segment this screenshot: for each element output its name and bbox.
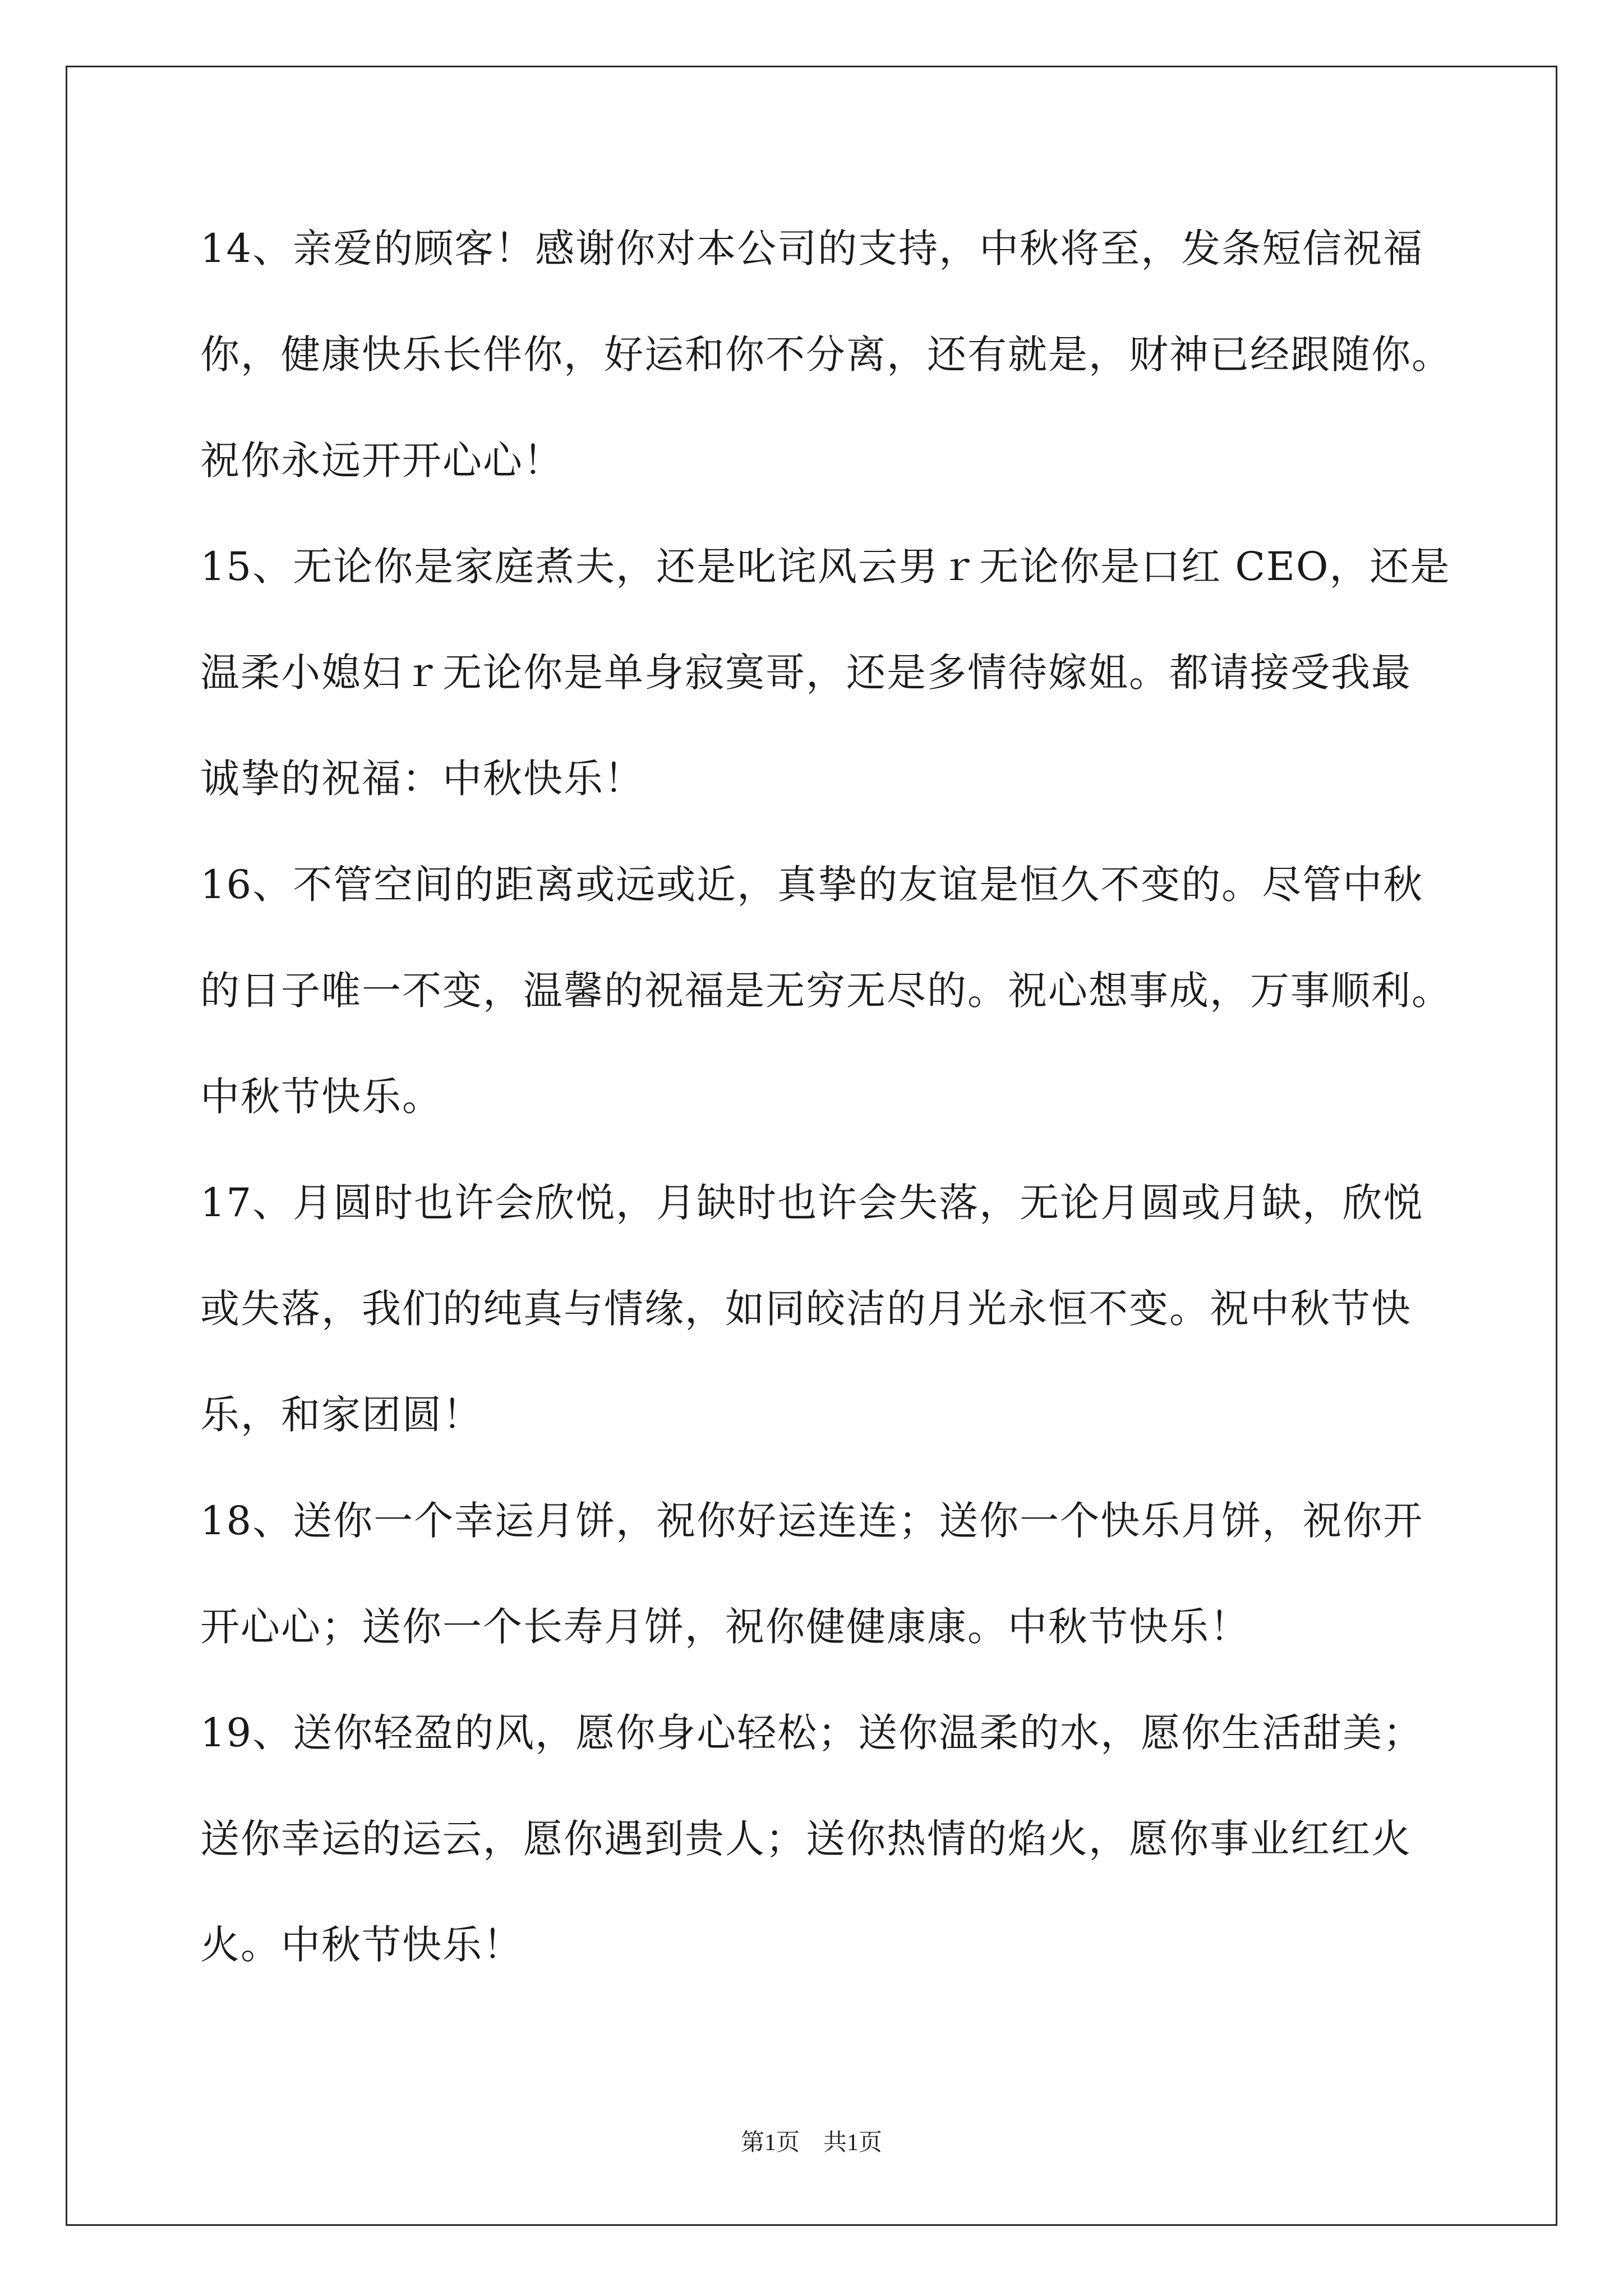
text-line: 开心心；送你一个长寿月饼，祝你健健康康。中秋节快乐！	[200, 1604, 1250, 1650]
paragraph-19	[200, 1680, 1501, 1998]
text-line: 19、送你轻盈的风，愿你身心轻松；送你温柔的水，愿你生活甜美；	[200, 1710, 1424, 1756]
document-body	[200, 196, 1501, 1998]
text-line: 中秋节快乐。	[200, 1074, 442, 1120]
text-line: 的日子唯一不变，温馨的祝福是无穷无尽的。祝心想事成，万事顺利。	[200, 968, 1452, 1014]
text-line: 火。中秋节快乐！	[200, 1922, 523, 1968]
text-line: 诚挚的祝福：中秋快乐！	[200, 756, 644, 802]
text-line: 15、无论你是家庭煮夫，还是叱诧风云男ｒ无论你是口红 CEO，还是	[200, 544, 1451, 590]
paragraph-16	[200, 832, 1501, 1150]
text-line: 17、月圆时也许会欣悦，月缺时也许会失落，无论月圆或月缺，欣悦	[200, 1180, 1424, 1226]
paragraph-17	[200, 1150, 1501, 1468]
text-line: 你，健康快乐长伴你，好运和你不分离，还有就是，财神已经跟随你。	[200, 332, 1452, 378]
paragraph-15	[200, 514, 1501, 832]
paragraph-18	[200, 1468, 1501, 1680]
text-line: 祝你永远开开心心！	[200, 438, 564, 484]
text-line: 14、亲爱的顾客！感谢你对本公司的支持，中秋将至，发条短信祝福	[200, 226, 1424, 272]
text-line: 温柔小媳妇ｒ无论你是单身寂寞哥，还是多情待嫁姐。都请接受我最	[200, 650, 1412, 696]
page-number-footer: 第1页 共1页	[740, 2130, 882, 2156]
paragraph-14	[200, 196, 1501, 514]
text-line: 18、送你一个幸运月饼，祝你好运连连；送你一个快乐月饼，祝你开	[200, 1498, 1424, 1544]
text-line: 送你幸运的运云，愿你遇到贵人；送你热情的焰火，愿你事业红红火	[200, 1816, 1412, 1862]
text-line: 或失落，我们的纯真与情缘，如同皎洁的月光永恒不变。祝中秋节快	[200, 1286, 1412, 1332]
text-line: 乐，和家团圆！	[200, 1392, 483, 1438]
text-line: 16、不管空间的距离或远或近，真挚的友谊是恒久不变的。尽管中秋	[200, 862, 1424, 908]
